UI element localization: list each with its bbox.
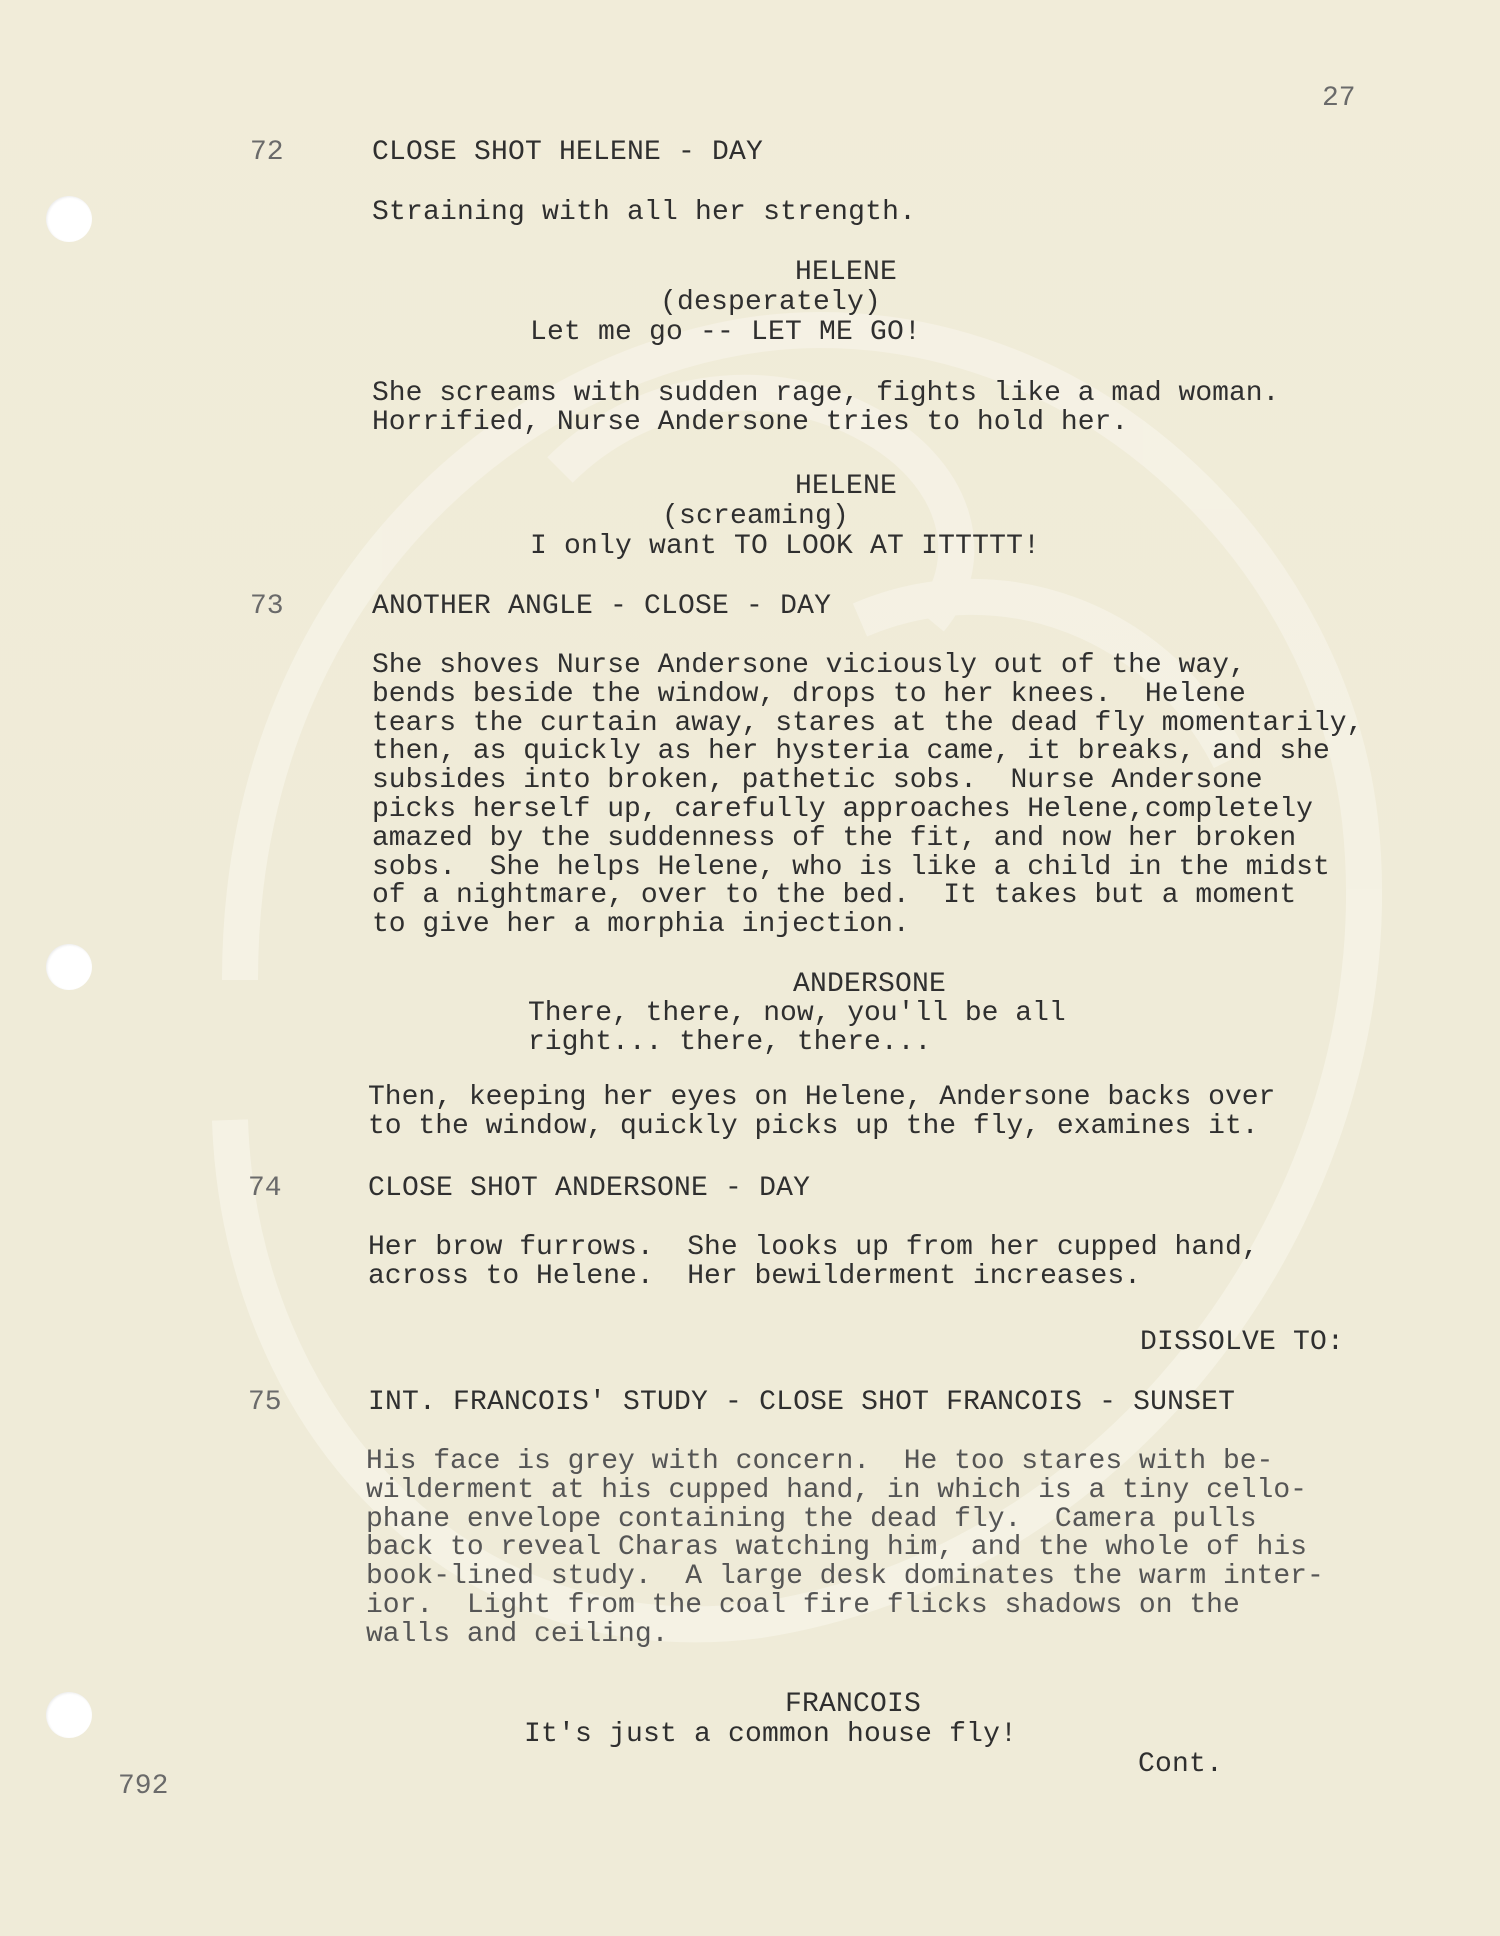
dialogue-line: There, there, now, you'll be all right... there, there... <box>528 998 1066 1058</box>
footer-code: 792 <box>118 1771 169 1802</box>
dialogue-line: It's just a common house fly! <box>524 1719 1018 1750</box>
punch-hole-top <box>46 196 92 242</box>
scene-number: 72 <box>250 137 284 168</box>
scene-heading: CLOSE SHOT ANDERSONE - DAY <box>368 1173 811 1204</box>
scene-heading: CLOSE SHOT HELENE - DAY <box>372 137 764 168</box>
character-name: ANDERSONE <box>793 969 947 1000</box>
character-name: HELENE <box>795 471 898 502</box>
scene-heading: ANOTHER ANGLE - CLOSE - DAY <box>372 591 832 622</box>
action-text: Then, keeping her eyes on Helene, Andersone backs over to the window, quickly picks up the fly, examines it. <box>368 1082 1276 1142</box>
punch-hole-middle <box>46 944 92 990</box>
scene-number: 73 <box>250 591 284 622</box>
action-text: She shoves Nurse Andersone viciously out of the way, bends beside the window, drops to her knees. Helene tears the curtain away, stares at the dead fly momentarily, then, as quickly as her hysteria came, it breaks, and she subsides into broken, pathetic sobs. Nurse Andersone picks herself up, carefully approaches Helene,completely amazed by the suddenness of the fit, and now her broken sobs. She helps Helene, who is like a child in the midst of a nightmare, over to the bed. It takes but a moment to give her a morphia injection. <box>372 650 1364 941</box>
dialogue-line: I only want TO LOOK AT ITTTTT! <box>530 531 1041 562</box>
scene-heading: INT. FRANCOIS' STUDY - CLOSE SHOT FRANCOIS - SUNSET <box>368 1387 1236 1418</box>
action-text: His face is grey with concern. He too stares with be- wilderment at his cupped hand, in which is a tiny cello- phane envelope containing the dead fly. Camera pulls back to reveal Charas watching him, and the whole of his book-lined study. A large desk dominates the warm inter- ior. Light from the coal fire flicks shadows on the walls and ceiling. <box>366 1446 1324 1650</box>
action-text: Her brow furrows. She looks up from her cupped hand, across to Helene. Her bewilderment increases. <box>368 1232 1259 1292</box>
scene-number: 74 <box>248 1173 282 1204</box>
continued-marker: Cont. <box>1138 1749 1224 1780</box>
punch-hole-bottom <box>46 1692 92 1738</box>
character-name: HELENE <box>795 257 898 288</box>
character-name: FRANCOIS <box>785 1689 922 1720</box>
action-text: Straining with all her strength. <box>372 197 917 228</box>
scene-number: 75 <box>248 1387 282 1418</box>
transition: DISSOLVE TO: <box>1140 1327 1345 1358</box>
action-text: She screams with sudden rage, fights like a mad woman. Horrified, Nurse Andersone tries to hold her. <box>372 378 1280 438</box>
parenthetical: (screaming) <box>662 501 850 532</box>
parenthetical: (desperately) <box>660 287 882 318</box>
page-number: 27 <box>1322 83 1356 114</box>
dialogue-line: Let me go -- LET ME GO! <box>530 317 922 348</box>
